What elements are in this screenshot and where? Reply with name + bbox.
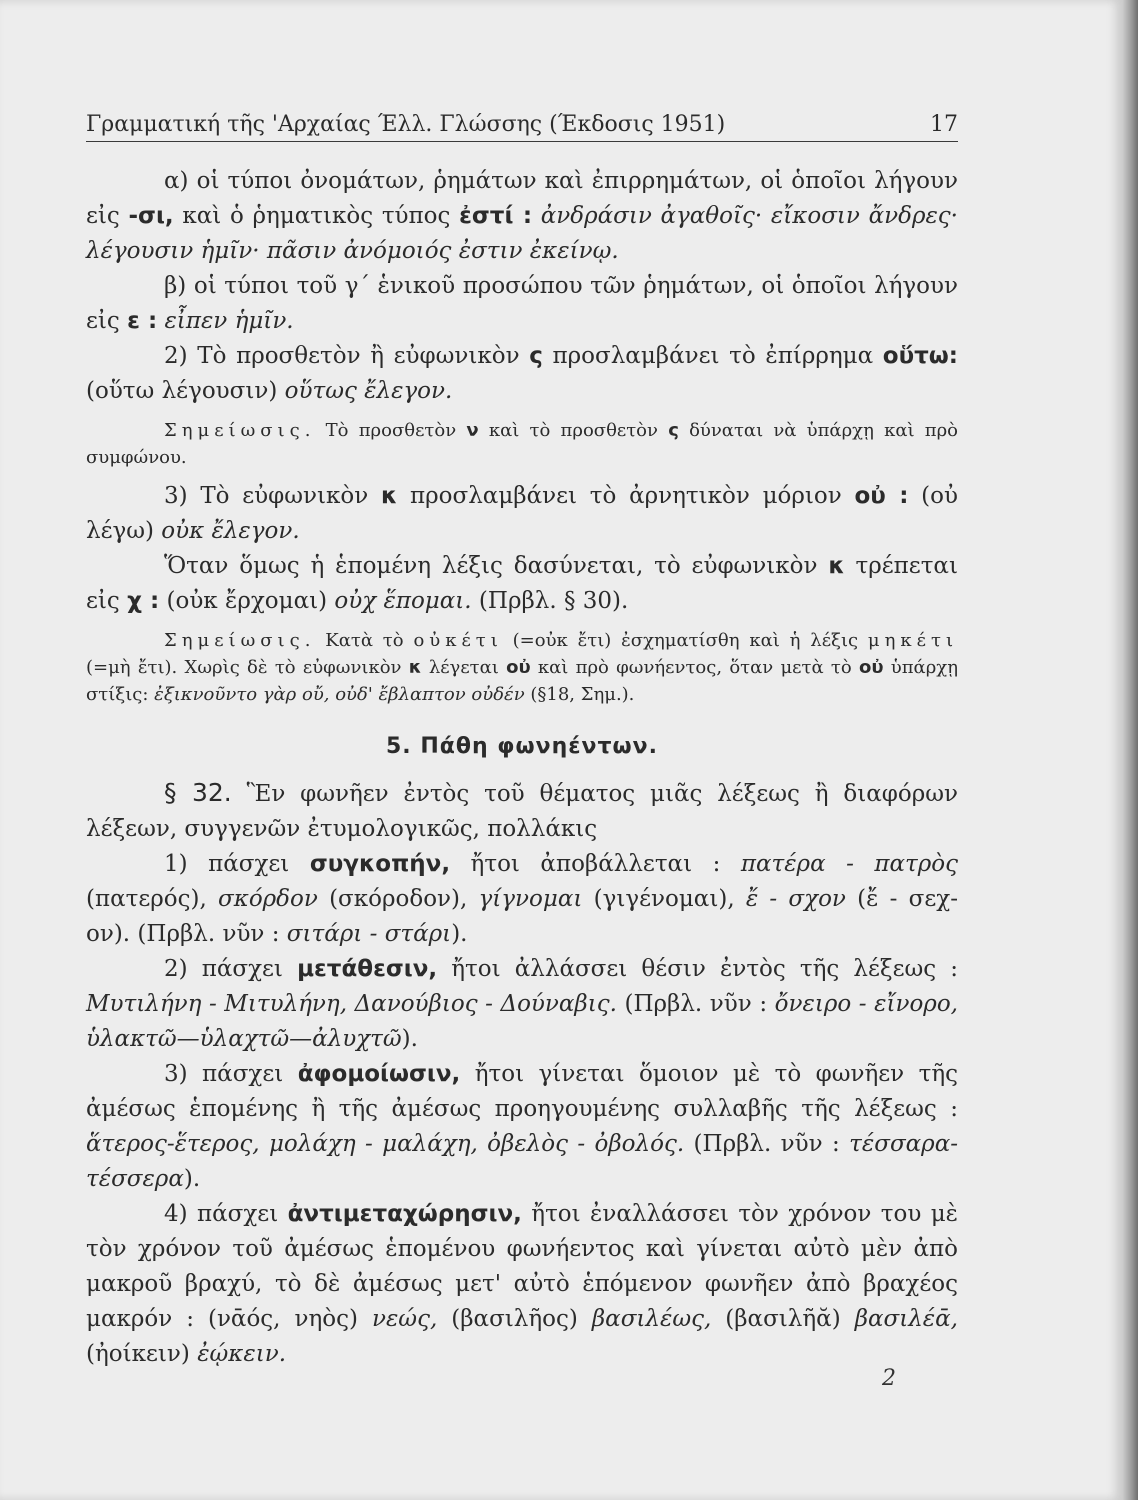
paragraph-metathesis: 2) πάσχει μετάθεσιν, ἤτοι ἀλλάσσει θέσιν ἐντὸς τῆς λέξεως : Μυτιλήνη - Μιτυλήνη, Δανούβιος - Δούναβις. (Πρβλ. νῦν : ὄνειρο - εἴνορο, ὑλακτῶ—ὑλαχτῶ—ἀλυχτῶ).	[86, 956, 958, 1052]
paragraph-3: 3) Τὸ εὐφωνικὸν κ προσλαμβάνει τὸ ἀρνητικὸν μόριον οὐ : (οὐ λέγω) οὐκ ἔλεγον.	[86, 483, 958, 544]
paragraph-a: α) οἱ τύποι ὀνομάτων, ῥημάτων καὶ ἐπιρρημάτων, οἱ ὁποῖοι λήγουν εἰς -σι, καὶ ὁ ῥηματικὸς τύπος ἐστί : ἀνδράσιν ἀγαθοῖς· εἴκοσιν ἄνδρες· λέγουσιν ἡμῖν· πᾶσιν ἀνόμοιός ἐστιν ἐκείνῳ.	[86, 168, 958, 264]
header-title: Γραμματική τῆς 'Αρχαίας Έλλ. Γλώσσης (Έκδοσις 1951)	[86, 112, 726, 137]
paragraph-2: 2) Τὸ προσθετὸν ἢ εὐφωνικὸν ς προσλαμβάνει τὸ ἐπίρρημα οὕτω: (οὕτω λέγουσιν) οὕτως ἔλεγον.	[86, 343, 958, 404]
page-content	[86, 112, 958, 1372]
paragraph-s32: § 32. Ἓν φωνῆεν ἐντὸς τοῦ θέματος μιᾶς λέξεως ἢ διαφόρων λέξεων, συγγενῶν ἐτυμολογικῶς, πολλάκις	[86, 778, 958, 842]
paragraph-syncope: 1) πάσχει συγκοπήν, ἤτοι ἀποβάλλεται : πατέρα - πατρὸς (πατερός), σκόρδον (σκόροδον), γίγνομαι (γιγένομαι), ἔ - σχον (ἔ - σεχ-ον). (Πρβλ. νῦν : σιτάρι - στάρι).	[86, 851, 958, 947]
paragraph-quantitative-metathesis: 4) πάσχει ἀντιμεταχώρησιν, ἤτοι ἐναλλάσσει τὸν χρόνον του μὲ τὸν χρόνον τοῦ ἀμέσως ἑπομένου φωνήεντος καὶ γίνεται αὐτὸ μὲν ἀπὸ μακροῦ βραχύ, τὸ δὲ ἀμέσως μετ' αὐτὸ ἑπόμενον φωνῆεν ἀπὸ βραχέος μακρόν : (νᾱός, νηὸς) νεώς, (βασιλῆος) βασιλέως, (βασιλῆᾰ) βασιλέᾱ, (ἠοίκειν) ἐῴκειν.	[86, 1201, 959, 1367]
paragraph-b: β) οἱ τύποι τοῦ γ΄ ἑνικοῦ προσώπου τῶν ῥημάτων, οἱ ὁποῖοι λήγουν εἰς ε : εἶπεν ἡμῖν.	[86, 273, 958, 334]
signature-mark: 2	[882, 1366, 896, 1391]
page-edge-shadow	[1122, 0, 1138, 1500]
running-header	[86, 112, 958, 142]
paragraph-otan: Ὅταν ὅμως ἡ ἑπομένη λέξις δασύνεται, τὸ εὐφωνικὸν κ τρέπεται εἰς χ : (οὐκ ἔρχομαι) οὐχ ἕπομαι. (Πρβλ. § 30).	[86, 553, 958, 614]
paragraph-assimilation: 3) πάσχει ἀφομοίωσιν, ἤτοι γίνεται ὅμοιον μὲ τὸ φωνῆεν τῆς ἀμέσως ἑπομένης ἢ τῆς ἀμέσως προηγουμένης συλλαβῆς τῆς λέξεως : ἅτερος-ἕτερος, μολάχη - μαλάχη, ὀβελὸς - ὀβολός. (Πρβλ. νῦν : τέσσαρα-τέσσερα).	[86, 1061, 958, 1192]
note-2: Σημείωσις. Κατὰ τὸ οὐκέτι (=οὐκ ἔτι) ἐσχηματίσθη καὶ ἡ λέξις μηκέτι (=μὴ ἔτι). Χωρὶς δὲ τὸ εὐφωνικὸν κ λέγεται οὐ καὶ πρὸ φωνήεντος, ὅταν μετὰ τὸ οὐ ὑπάρχῃ στίξις: ἐξικνοῦντο γὰρ οὔ, οὐδ' ἔβλαπτον οὐδέν (§18, Σημ.).	[86, 630, 958, 705]
header-page-number: 17	[930, 112, 958, 137]
section-title: 5. Πάθη φωνηέντων.	[386, 734, 658, 759]
note-1: Σημείωσις. Τὸ προσθετὸν ν καὶ τὸ προσθετὸν ς δύναται νὰ ὑπάρχῃ καὶ πρὸ συμφώνου.	[86, 420, 958, 468]
